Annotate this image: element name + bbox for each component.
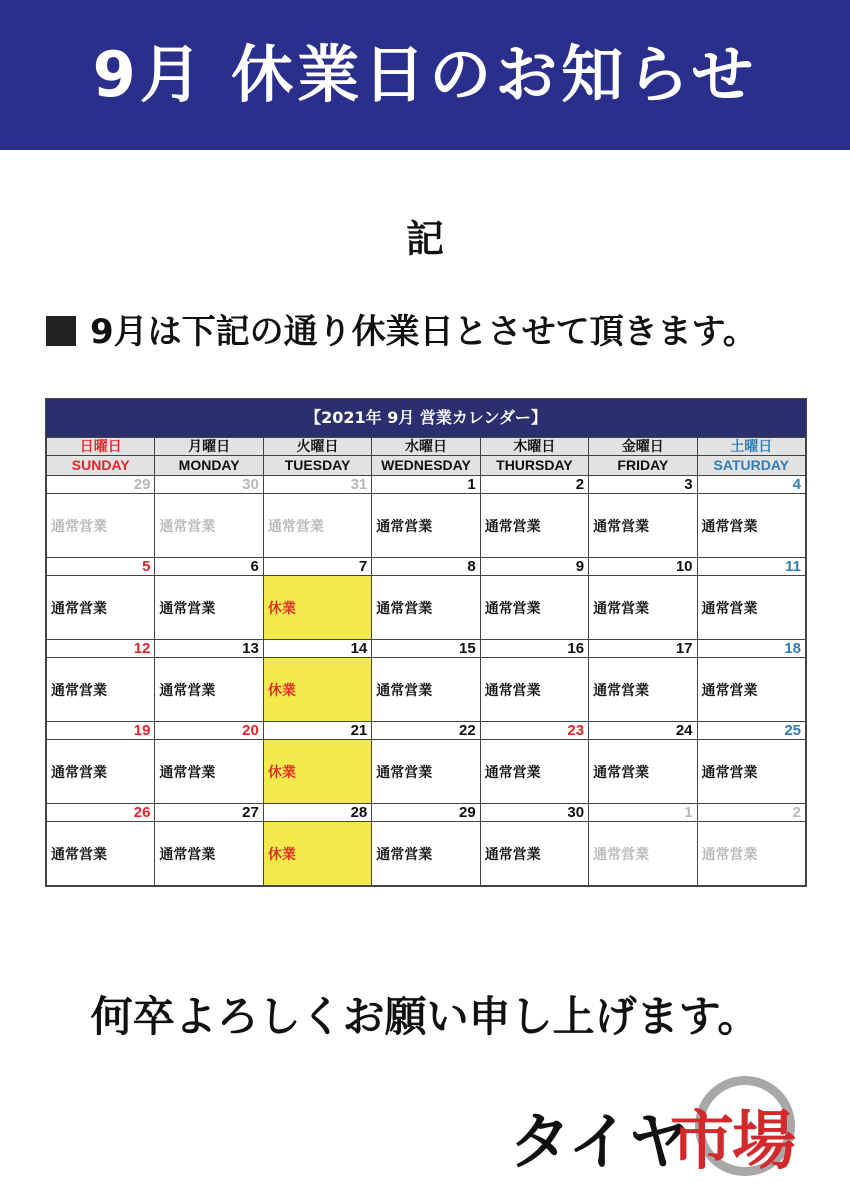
date-number: 1: [589, 804, 697, 822]
closed-day-cell: 休業: [263, 576, 371, 640]
business-status-cell: 通常営業: [589, 658, 697, 722]
weekday-jp: 土曜日: [697, 438, 805, 456]
weekday-jp: 金曜日: [589, 438, 697, 456]
business-status-cell: 通常営業: [480, 740, 588, 804]
closing-message: 何卒よろしくお願い申し上げます。: [90, 992, 760, 1041]
date-number: 9: [480, 558, 588, 576]
date-number: 21: [263, 722, 371, 740]
date-number: 8: [372, 558, 480, 576]
date-number-row: [47, 640, 806, 658]
logo-kanji: 市場: [670, 1105, 794, 1179]
date-number: 30: [155, 476, 263, 494]
weekday-jp-row: [47, 438, 806, 456]
date-number: 13: [155, 640, 263, 658]
date-number: 11: [697, 558, 805, 576]
weekday-en: WEDNESDAY: [372, 456, 480, 476]
date-number: 28: [263, 804, 371, 822]
business-status-cell: 通常営業: [589, 576, 697, 640]
weekday-en: TUESDAY: [263, 456, 371, 476]
business-status-cell: 通常営業: [480, 576, 588, 640]
business-status-cell: 通常営業: [372, 658, 480, 722]
business-status-cell: 通常営業: [697, 740, 805, 804]
date-number: 27: [155, 804, 263, 822]
business-status-cell: 通常営業: [697, 576, 805, 640]
business-status-cell: 通常営業: [589, 494, 697, 558]
date-number: 12: [47, 640, 155, 658]
weekday-en: FRIDAY: [589, 456, 697, 476]
date-number: 31: [263, 476, 371, 494]
date-number: 24: [589, 722, 697, 740]
weekday-jp: 月曜日: [155, 438, 263, 456]
logo-katakana: タイヤ: [509, 1105, 688, 1178]
weekday-jp: 日曜日: [47, 438, 155, 456]
date-number-row: [47, 558, 806, 576]
ki-heading: 記: [405, 217, 444, 261]
weekday-en: SUNDAY: [47, 456, 155, 476]
business-status-cell: 通常営業: [697, 658, 805, 722]
date-number: 10: [589, 558, 697, 576]
business-status-cell: 通常営業: [697, 822, 805, 886]
date-number: 1: [372, 476, 480, 494]
date-number: 29: [47, 476, 155, 494]
date-number: 29: [372, 804, 480, 822]
weekday-jp: 水曜日: [372, 438, 480, 456]
business-status-cell: 通常営業: [263, 494, 371, 558]
business-status-cell: 通常営業: [155, 576, 263, 640]
date-number: 17: [589, 640, 697, 658]
date-number: 4: [697, 476, 805, 494]
date-number: 2: [697, 804, 805, 822]
business-status-cell: 通常営業: [589, 822, 697, 886]
date-number-row: [47, 722, 806, 740]
weekday-en: MONDAY: [155, 456, 263, 476]
business-status-cell: 通常営業: [155, 658, 263, 722]
closed-day-cell: 休業: [263, 822, 371, 886]
date-number: 26: [47, 804, 155, 822]
business-status-cell: 通常営業: [155, 740, 263, 804]
business-status-cell: 通常営業: [372, 576, 480, 640]
date-number: 14: [263, 640, 371, 658]
date-number: 5: [47, 558, 155, 576]
notice-line: [46, 310, 757, 354]
calendar-title: 【2021年 9月 営業カレンダー】: [46, 399, 806, 437]
business-status-cell: 通常営業: [372, 740, 480, 804]
status-row: [47, 494, 806, 558]
date-number: 15: [372, 640, 480, 658]
page-title: 9月 休業日のお知らせ: [92, 38, 758, 111]
date-number: 19: [47, 722, 155, 740]
store-logo: [505, 1072, 815, 1182]
weekday-jp: 木曜日: [480, 438, 588, 456]
date-number: 3: [589, 476, 697, 494]
date-number: 23: [480, 722, 588, 740]
notice-text: 9月は下記の通り休業日とさせて頂きます。: [90, 312, 757, 352]
date-number: 6: [155, 558, 263, 576]
date-number-row: [47, 804, 806, 822]
business-status-cell: 通常営業: [155, 494, 263, 558]
date-number-row: [47, 476, 806, 494]
business-status-cell: 通常営業: [47, 658, 155, 722]
date-number: 18: [697, 640, 805, 658]
business-status-cell: 通常営業: [372, 822, 480, 886]
business-status-cell: 通常営業: [589, 740, 697, 804]
date-number: 7: [263, 558, 371, 576]
business-status-cell: 通常営業: [47, 576, 155, 640]
calendar-table: [46, 437, 806, 886]
date-number: 25: [697, 722, 805, 740]
business-status-cell: 通常営業: [480, 658, 588, 722]
business-calendar: [45, 398, 807, 887]
date-number: 20: [155, 722, 263, 740]
business-status-cell: 通常営業: [480, 822, 588, 886]
weekday-en: THURSDAY: [480, 456, 588, 476]
business-status-cell: 通常営業: [47, 822, 155, 886]
date-number: 16: [480, 640, 588, 658]
date-number: 30: [480, 804, 588, 822]
status-row: [47, 740, 806, 804]
weekday-en: SATURDAY: [697, 456, 805, 476]
status-row: [47, 658, 806, 722]
weekday-jp: 火曜日: [263, 438, 371, 456]
date-number: 22: [372, 722, 480, 740]
business-status-cell: 通常営業: [47, 494, 155, 558]
status-row: [47, 576, 806, 640]
square-bullet-icon: [46, 316, 76, 346]
title-banner: [0, 0, 850, 150]
business-status-cell: 通常営業: [47, 740, 155, 804]
status-row: [47, 822, 806, 886]
business-status-cell: 通常営業: [480, 494, 588, 558]
date-number: 2: [480, 476, 588, 494]
business-status-cell: 通常営業: [155, 822, 263, 886]
business-status-cell: 通常営業: [372, 494, 480, 558]
closed-day-cell: 休業: [263, 740, 371, 804]
closed-day-cell: 休業: [263, 658, 371, 722]
weekday-en-row: [47, 456, 806, 476]
business-status-cell: 通常営業: [697, 494, 805, 558]
